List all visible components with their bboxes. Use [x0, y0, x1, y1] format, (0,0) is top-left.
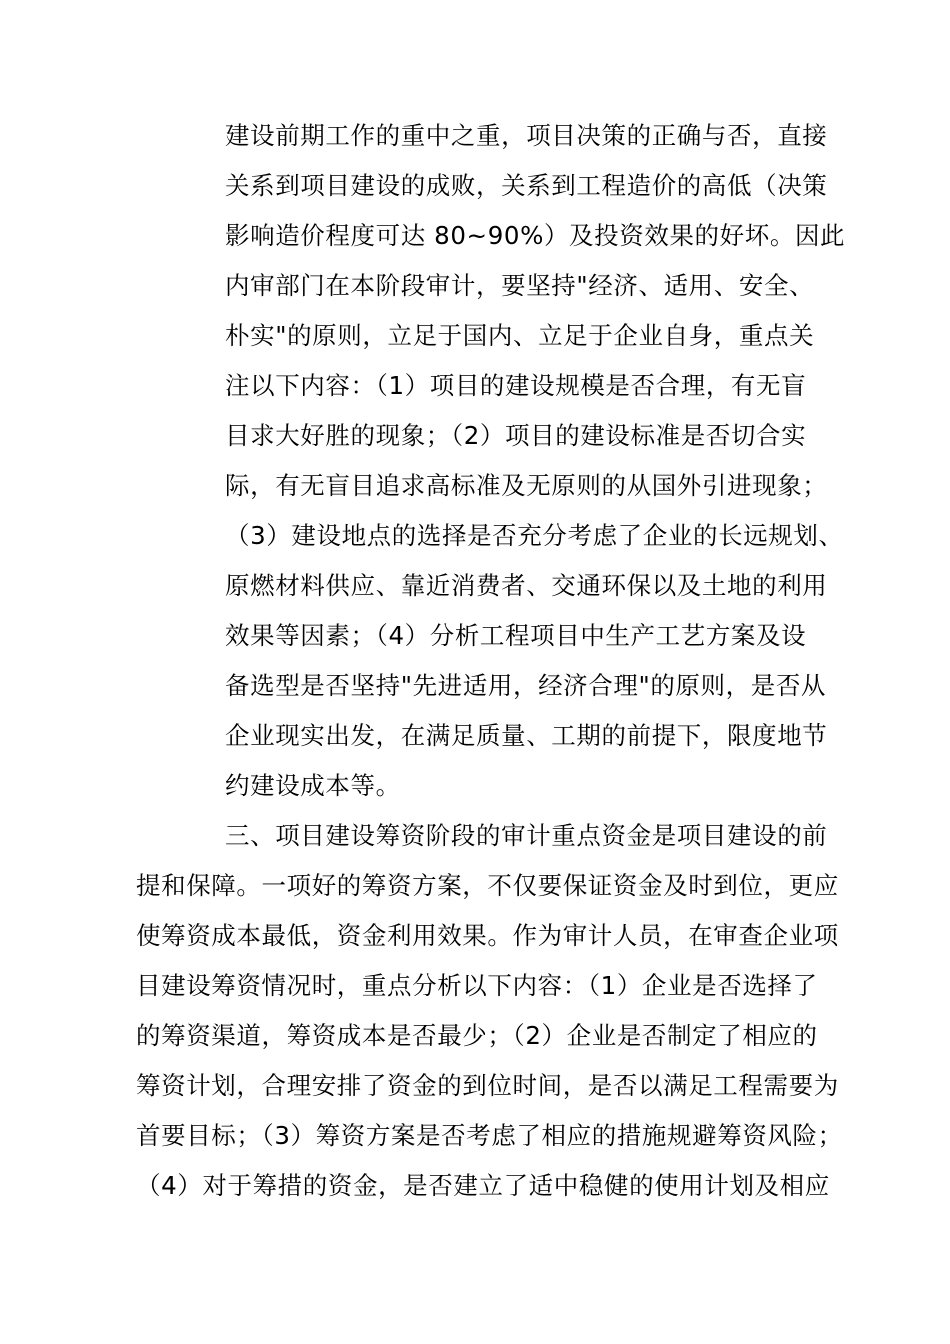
section-heading-line: 三、项目建设筹资阶段的审计重点资金是项目建设的前 — [225, 821, 828, 850]
text-line-11: 效果等因素；（4）分析工程项目中生产工艺方案及设 — [225, 621, 807, 650]
text-line-10: 原燃材料供应、靠近消费者、交通环保以及土地的利用 — [225, 571, 828, 600]
text-line-20: 筹资计划，合理安排了资金的到位时间，是否以满足工程需要为 — [136, 1071, 839, 1100]
text-line-8: 际，有无盲目追求高标准及无原则的从国外引进现象； — [225, 471, 828, 500]
text-line-13: 企业现实出发，在满足质量、工期的前提下，限度地节 — [225, 721, 828, 750]
text-line-4: 内审部门在本阶段审计，要坚持"经济、适用、安全、 — [225, 271, 815, 300]
text-line-22: （4）对于筹措的资金，是否建立了适中稳健的使用计划及相应 — [136, 1171, 830, 1200]
text-line-9: （3）建设地点的选择是否充分考虑了企业的长远规划、 — [225, 521, 844, 550]
text-line-21: 首要目标；（3）筹资方案是否考虑了相应的措施规避筹资风险； — [136, 1121, 843, 1150]
text-line-1: 建设前期工作的重中之重，项目决策的正确与否，直接 — [225, 121, 828, 150]
text-line-16: 提和保障。一项好的筹资方案，不仅要保证资金及时到位，更应 — [136, 871, 839, 900]
text-line-7: 目求大好胜的现象；（2）项目的建设标准是否切合实 — [225, 421, 807, 450]
text-line-2: 关系到项目建设的成败，关系到工程造价的高低（决策 — [225, 171, 828, 200]
text-line-18: 目建设筹资情况时，重点分析以下内容：（1）企业是否选择了 — [136, 971, 818, 1000]
text-line-17: 使筹资成本最低，资金利用效果。作为审计人员，在审查企业项 — [136, 921, 839, 950]
text-line-3: 影响造价程度可达 80~90%）及投资效果的好坏。因此 — [225, 221, 846, 250]
text-line-5: 朴实"的原则，立足于国内、立足于企业自身，重点关 — [225, 321, 815, 350]
text-line-19: 的筹资渠道，筹资成本是否最少；（2）企业是否制定了相应的 — [136, 1021, 818, 1050]
text-line-6: 注以下内容：（1）项目的建设规模是否合理，有无盲 — [225, 371, 807, 400]
text-line-12: 备选型是否坚持"先进适用，经济合理"的原则，是否从 — [225, 671, 827, 700]
text-line-14: 约建设成本等。 — [225, 771, 401, 800]
